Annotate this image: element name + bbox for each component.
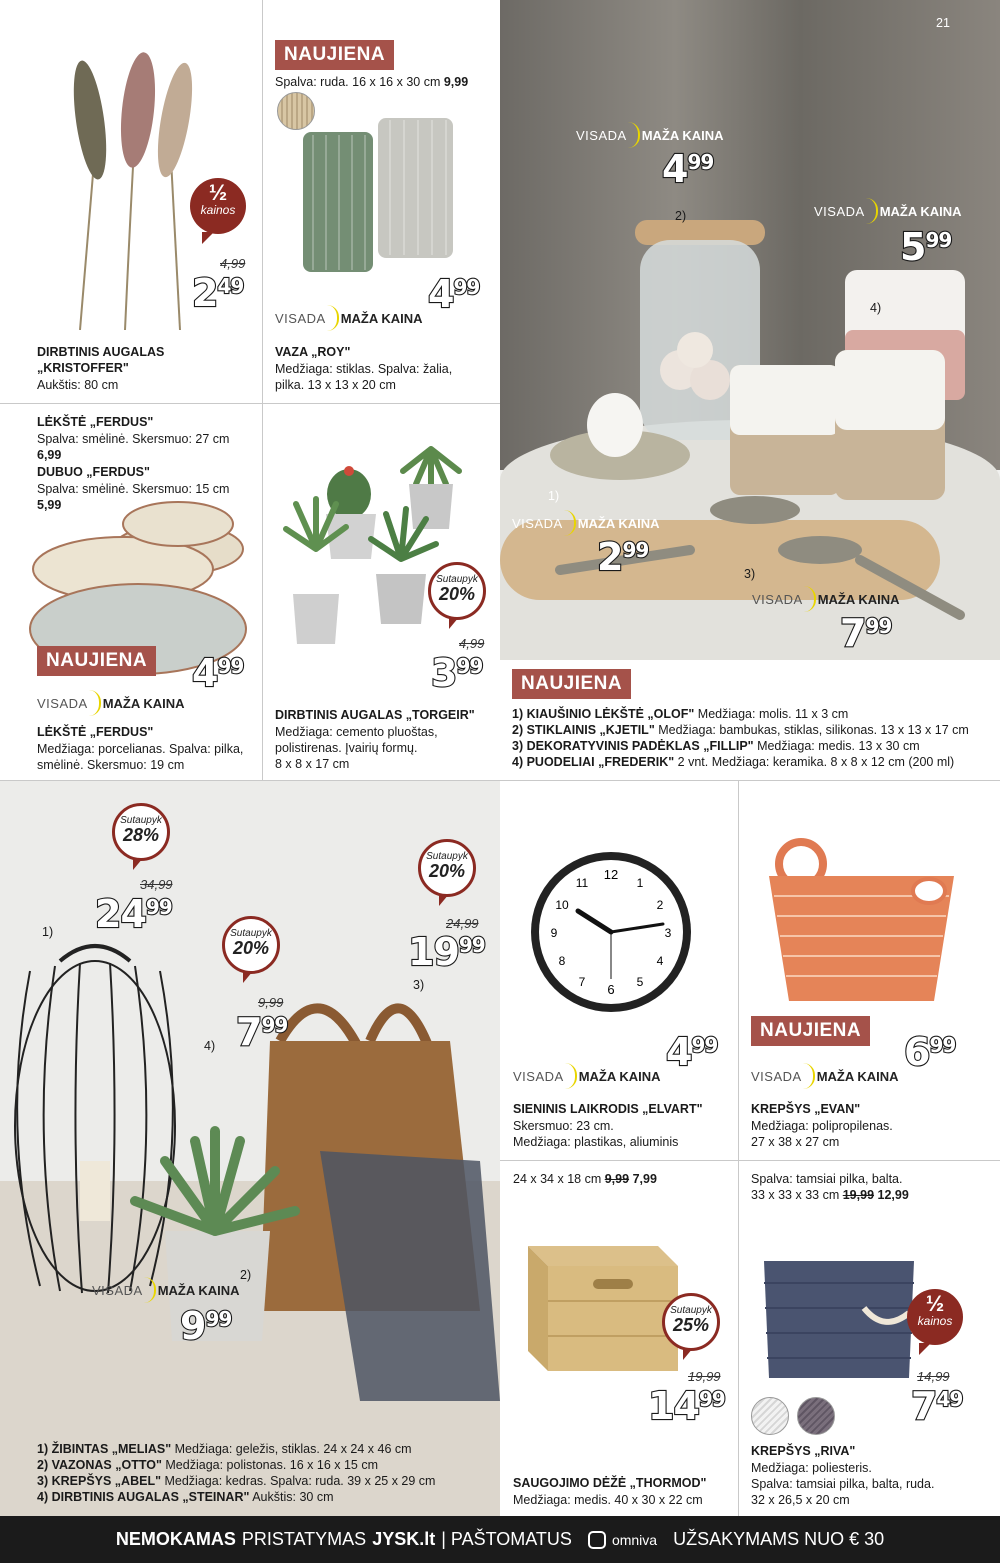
svg-text:12: 12 (603, 867, 619, 882)
price: 499 (662, 147, 714, 191)
low-price-label: VISADA MAŽA KAINA (512, 510, 660, 536)
product-card-evan[interactable] (739, 781, 1000, 1160)
marker: 4) (204, 1039, 216, 1053)
product-card-ferdus[interactable] (0, 404, 262, 780)
lantern-item-list (37, 1441, 435, 1505)
new-badge: NAUJIENA (512, 669, 631, 699)
color-swatch-white[interactable] (751, 1397, 789, 1435)
list-item: 2) STIKLAINIS „KJETIL" Medžiaga: bambukas, stiklas, silikonas. 13 x 13 x 17 cm (512, 723, 969, 737)
color-swatch-grey[interactable] (797, 1397, 835, 1435)
low-price-label: VISADA MAŽA KAINA (513, 1063, 661, 1089)
product-name: SAUGOJIMO DĖŽĖ „THORMOD" (513, 1476, 707, 1490)
old-price: 19,99 (688, 1369, 721, 1384)
product-card-thormod[interactable] (500, 1161, 738, 1516)
marker: 2) (240, 1268, 252, 1282)
old-price: 14,99 (917, 1369, 950, 1384)
product-price: 6,99 (37, 448, 62, 462)
product-desc: Medžiaga: poliesteris. Spalva: tamsiai pilka, balta, ruda. 32 x 26,5 x 20 cm (751, 1461, 935, 1507)
price: 249 (192, 271, 244, 315)
new-badge: NAUJIENA (275, 40, 394, 70)
footer-banner[interactable] (0, 1516, 1000, 1563)
low-price-label: VISADA MAŽA KAINA (814, 198, 962, 224)
lantern-scene-image (0, 931, 500, 1421)
price: 399 (431, 651, 483, 695)
pampas-grass-image (50, 50, 210, 330)
product-card-riva[interactable] (739, 1161, 1000, 1516)
footer-brand-link[interactable]: JYSK.lt (372, 1529, 436, 1549)
low-price-label: VISADA MAŽA KAINA (275, 305, 423, 331)
basket-image (759, 836, 959, 1011)
product-name: SIENINIS LAIKRODIS „ELVART" (513, 1102, 703, 1116)
half-price-badge: ½ kainos (190, 178, 246, 234)
low-price-label: VISADA MAŽA KAINA (37, 690, 185, 716)
footer-text: | PAŠTOMATUS (441, 1529, 572, 1549)
product-desc: Medžiaga: porcelianas. Spalva: pilka, smėlinė. Skersmuo: 19 cm (37, 742, 244, 772)
wooden-box-image (518, 1231, 683, 1376)
product-name: DIRBTINIS AUGALAS „TORGEIR" (275, 708, 475, 722)
low-price-label: VISADA MAŽA KAINA (92, 1277, 240, 1303)
product-desc: Medžiaga: polipropilenas. 27 x 38 x 27 cm (751, 1119, 893, 1149)
product-card-elvart[interactable] (500, 781, 738, 1160)
list-item: 4) PUODELIAI „FREDERIK" 2 vnt. Medžiaga: keramika. 8 x 8 x 12 cm (200 ml) (512, 755, 955, 769)
old-price: 4,99 (459, 636, 485, 651)
svg-text:10: 10 (555, 898, 569, 912)
half-price-badge: ½ kainos (907, 1289, 963, 1345)
list-item: 3) KREPŠYS „ABEL" Medžiaga: kedras. Spalva: ruda. 39 x 25 x 29 cm (37, 1474, 436, 1488)
price: 799 (840, 611, 892, 655)
price: 599 (900, 225, 952, 269)
product-name: KREPŠYS „EVAN" (751, 1102, 861, 1116)
marker: 1) (548, 489, 560, 503)
price: 1499 (648, 1384, 725, 1428)
product-card-torgeir[interactable] (263, 404, 500, 780)
old-price: 4,99 (220, 256, 246, 271)
price: 799 (236, 1010, 288, 1054)
page-number: 21 (936, 16, 950, 30)
svg-text:5: 5 (636, 975, 644, 989)
savings-badge: Sutaupyk 20% (418, 839, 476, 897)
low-price-label: VISADA MAŽA KAINA (751, 1063, 899, 1089)
omniva-logo-icon (588, 1531, 606, 1549)
old-price: 34,99 (140, 877, 173, 892)
product-desc: Medžiaga: medis. 40 x 30 x 22 cm (513, 1493, 703, 1507)
product-name: DIRBTINIS AUGALAS „KRISTOFFER" (37, 345, 165, 375)
svg-text:1: 1 (636, 876, 644, 890)
product-desc: Medžiaga: stiklas. Spalva: žalia, pilka. 13 x 13 x 20 cm (275, 362, 453, 392)
price: 1999 (408, 930, 485, 974)
marker: 2) (675, 209, 687, 223)
savings-badge: Sutaupyk 20% (428, 562, 486, 620)
old-price: 9,99 (258, 995, 284, 1010)
clock-image (528, 849, 694, 1015)
svg-text:7: 7 (578, 975, 586, 989)
product-name: LĖKŠTĖ „FERDUS" (37, 415, 154, 429)
product-name: DUBUO „FERDUS" (37, 465, 150, 479)
list-item: 1) ŽIBINTAS „MELIAS" Medžiaga: geležis, stiklas. 24 x 24 x 46 cm (37, 1442, 412, 1456)
product-name: LĖKŠTĖ „FERDUS" (37, 725, 154, 739)
product-card-kitchen-set[interactable] (500, 0, 1000, 780)
list-item: 2) VAZONAS „OTTO" Medžiaga: polistonas. 16 x 16 x 15 cm (37, 1458, 379, 1472)
price: 499 (666, 1030, 718, 1074)
price: 499 (428, 272, 480, 316)
product-desc: Spalva: smėlinė. Skersmuo: 15 cm (37, 482, 230, 496)
marker: 1) (42, 925, 54, 939)
svg-text:6: 6 (607, 982, 615, 997)
svg-text:2: 2 (656, 898, 664, 912)
list-item: 1) KIAUŠINIO LĖKŠTĖ „OLOF" Medžiaga: molis. 11 x 3 cm (512, 707, 849, 721)
svg-text:4: 4 (656, 954, 664, 968)
product-desc: Spalva: smėlinė. Skersmuo: 27 cm (37, 432, 230, 446)
product-card-kristoffer[interactable] (0, 0, 262, 403)
price: 2499 (95, 892, 172, 936)
product-name: KREPŠYS „RIVA" (751, 1444, 856, 1458)
svg-text:3: 3 (664, 926, 672, 940)
product-price: 5,99 (37, 498, 62, 512)
price: 499 (192, 651, 244, 695)
product-spec: Spalva: ruda. 16 x 16 x 30 cm 9,99 (275, 75, 469, 89)
price: 749 (911, 1384, 963, 1428)
low-price-label: VISADA MAŽA KAINA (576, 122, 724, 148)
footer-text: UŽSAKYMAMS NUO € 30 (673, 1529, 885, 1549)
savings-badge: Sutaupyk 25% (662, 1293, 720, 1351)
svg-text:9: 9 (550, 926, 558, 940)
product-name: VAZA „ROY" (275, 345, 351, 359)
svg-text:8: 8 (558, 954, 566, 968)
svg-text:11: 11 (575, 876, 589, 890)
marker: 4) (870, 301, 882, 315)
footer-text: NEMOKAMAS (115, 1529, 236, 1549)
low-price-label: VISADA MAŽA KAINA (752, 586, 900, 612)
new-badge: NAUJIENA (751, 1016, 870, 1046)
price: 699 (904, 1030, 956, 1074)
new-badge: NAUJIENA (37, 646, 156, 676)
marker: 3) (744, 567, 756, 581)
omniva-label: omniva (611, 1531, 658, 1548)
fabric-basket-image (759, 1253, 924, 1383)
marker: 3) (413, 978, 425, 992)
product-spec: Spalva: tamsiai pilka, balta. 33 x 33 x 33 cm 19,99 12,99 (751, 1172, 909, 1202)
kitchen-item-list (512, 706, 969, 770)
footer-text: PRISTATYMAS (241, 1529, 367, 1549)
list-item: 3) DEKORATYVINIS PADĖKLAS „FILLIP" Medžiaga: medis. 13 x 30 cm (512, 739, 920, 753)
product-card-roy[interactable] (263, 0, 500, 403)
vase-image (298, 110, 468, 280)
price: 999 (180, 1304, 232, 1348)
product-card-lantern-set[interactable] (0, 781, 500, 1516)
product-spec: 24 x 34 x 18 cm 9,99 7,99 (513, 1172, 657, 1186)
list-item: 4) DIRBTINIS AUGALAS „STEINAR" Aukštis: 30 cm (37, 1490, 334, 1504)
savings-badge: Sutaupyk 28% (112, 803, 170, 861)
product-desc: Medžiaga: cemento pluoštas, polistirenas. Įvairių formų. 8 x 8 x 17 cm (275, 725, 438, 771)
product-desc: Skersmuo: 23 cm. Medžiaga: plastikas, aliuminis (513, 1119, 679, 1149)
price: 299 (597, 535, 649, 579)
savings-badge: Sutaupyk 20% (222, 916, 280, 974)
product-desc: Aukštis: 80 cm (37, 378, 119, 392)
old-price: 24,99 (446, 916, 479, 931)
